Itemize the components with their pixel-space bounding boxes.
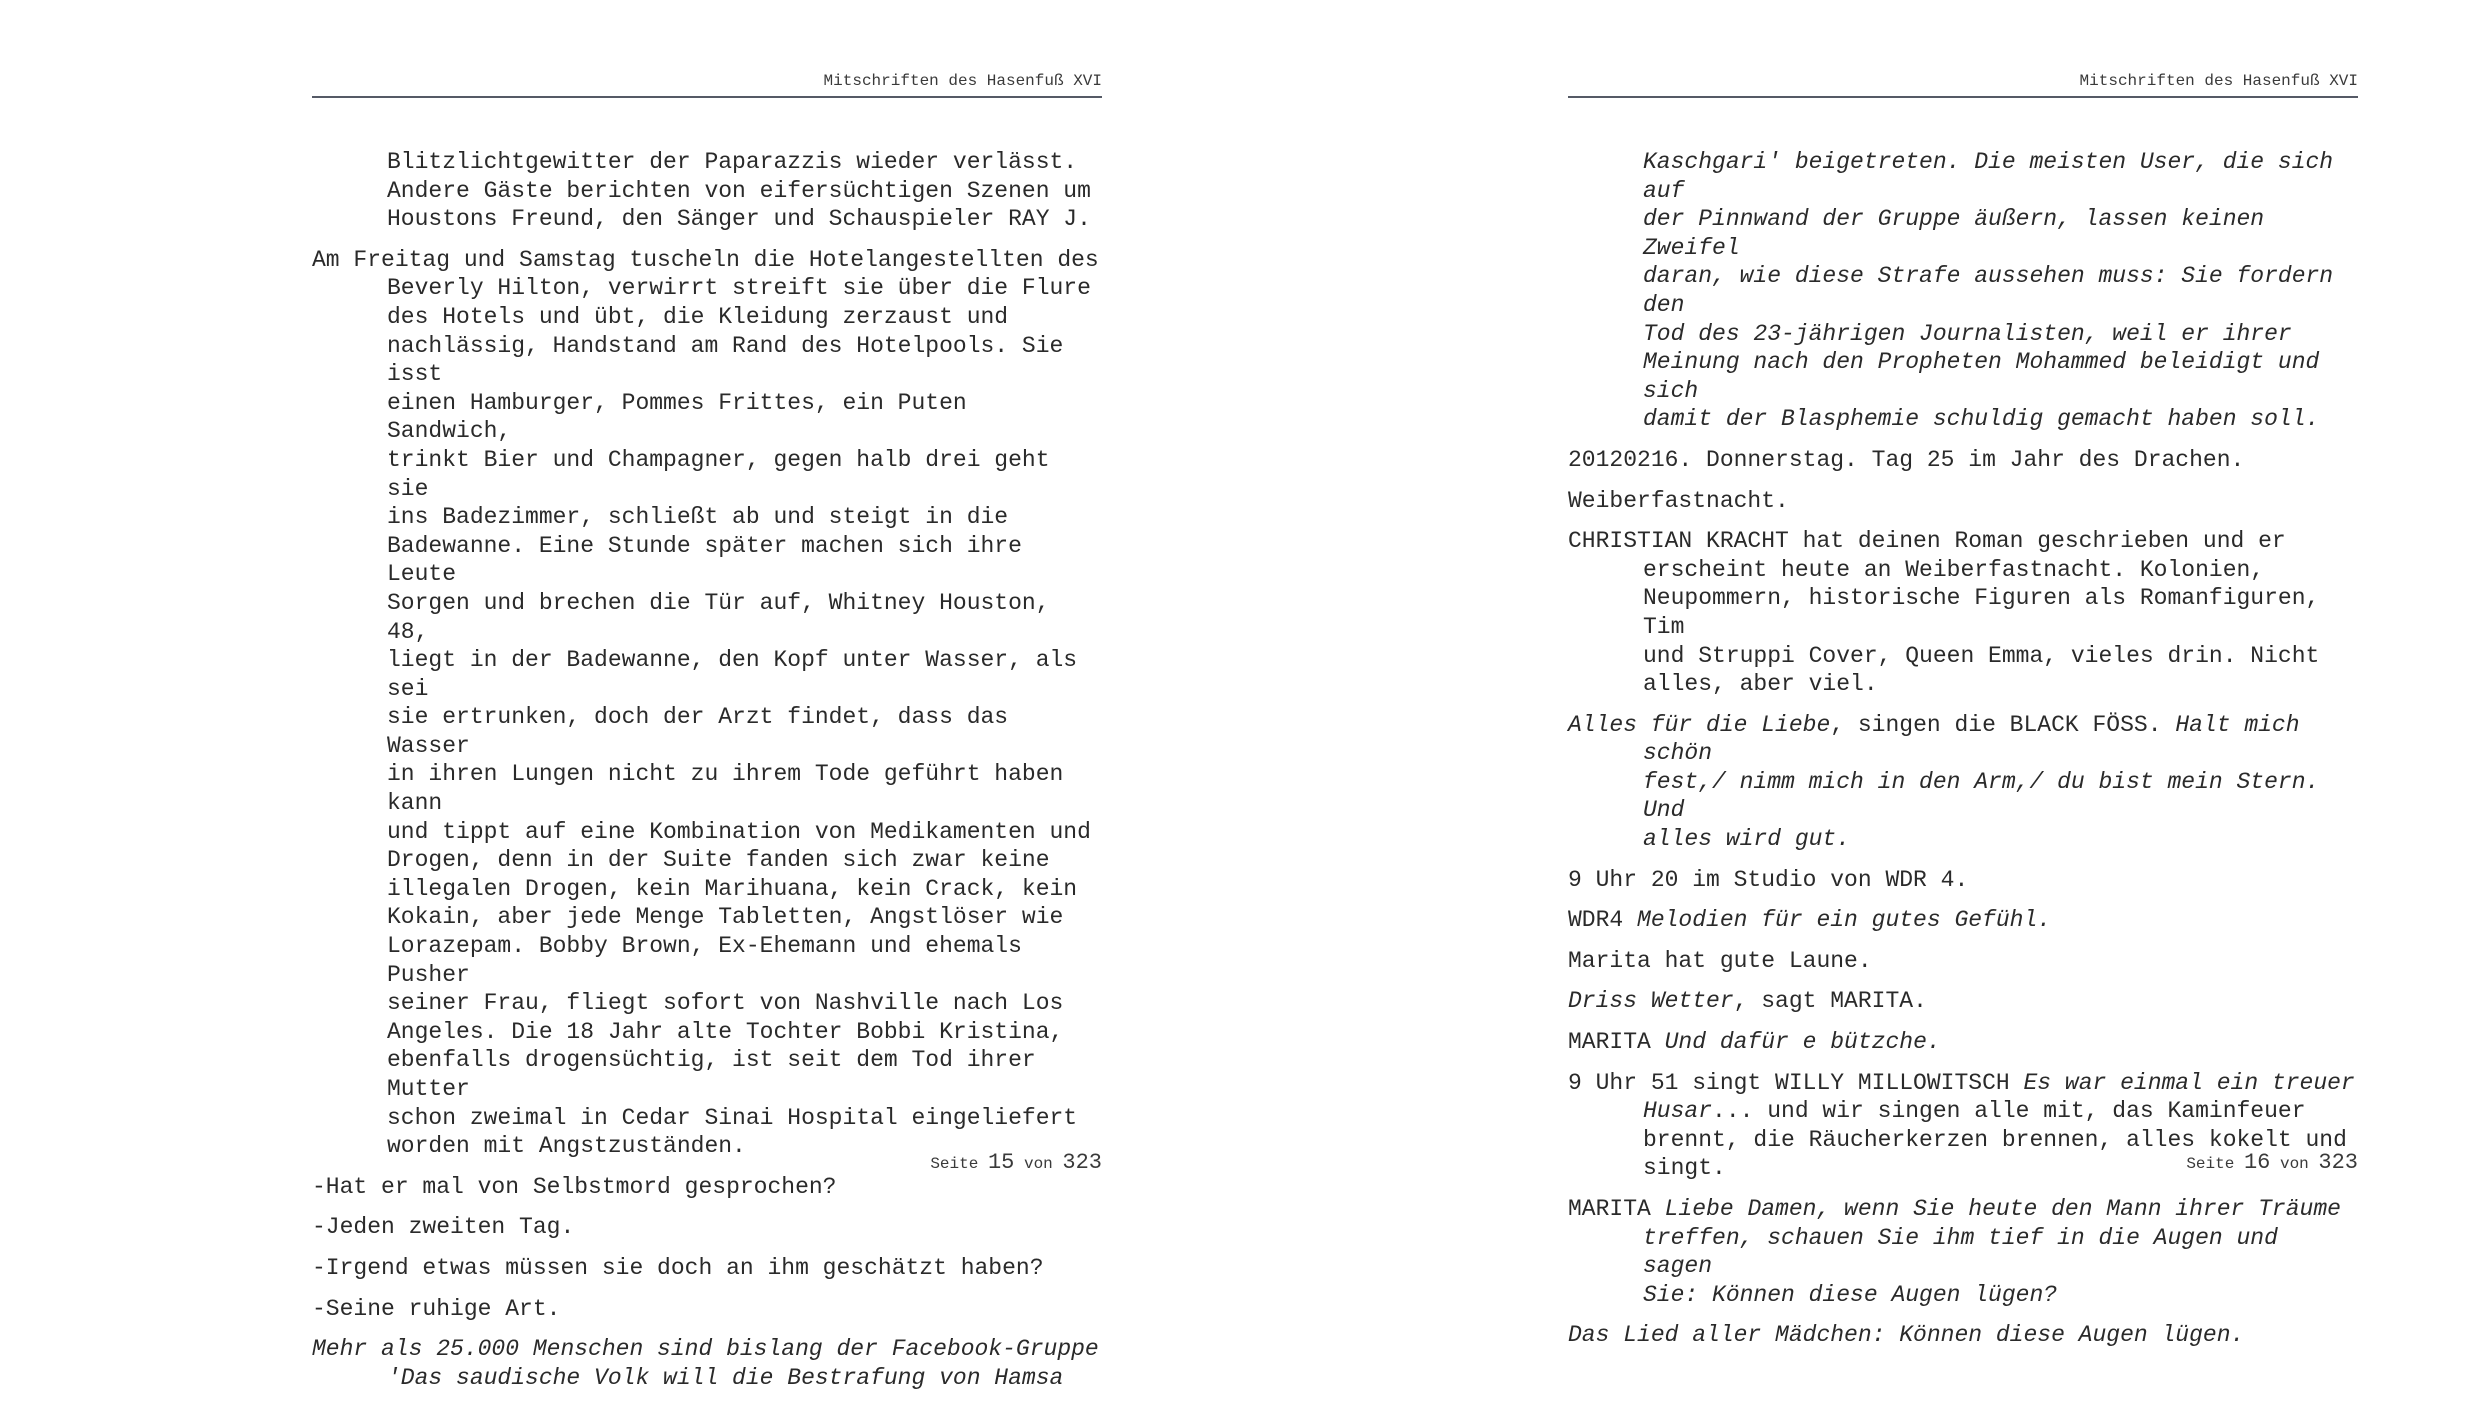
quote: Liebe Damen, wenn Sie heute den Mann ihrer Träume treffen, schauen Sie ihm tief in die Augen und sagen Sie: Können diese Augen lügen? xyxy=(1643,1196,2341,1308)
footer-seite: Seite xyxy=(2186,1155,2235,1173)
footer-von: von xyxy=(2279,1155,2309,1173)
header-rule xyxy=(1568,96,2358,98)
paragraph xyxy=(1568,1028,2358,1057)
dialogue-line: -Seine ruhige Art. xyxy=(312,1295,561,1322)
slogan: Melodien für ein gutes Gefühl. xyxy=(1637,907,2052,934)
paragraph: Mehr als 25.000 Menschen sind bislang der Facebook-Gruppe 'Das saudische Volk will die Bestrafung von Hamsa xyxy=(312,1336,1099,1391)
song-title: Es war einmal ein treuer Husar xyxy=(1643,1069,2355,1125)
paragraph xyxy=(1568,987,2358,1016)
page-number: 15 xyxy=(987,1150,1015,1175)
page-header: Mitschriften des Hasenfuß XVI xyxy=(823,72,1102,90)
page-total: 323 xyxy=(2318,1150,2358,1175)
page-footer xyxy=(1568,1150,2358,1175)
paragraph: Am Freitag und Samstag tuscheln die Hotelangestellten des Beverly Hilton, verwirrt streift sie über die Flure des Hotels und übt, die Kleidung zerzaust und nachlässig, Handstand am Rand des Hotelpools. Sie isst einen Hamburger, Pommes Frittes, ein Puten Sandwich, trinkt Bier und Champagner, gegen halb drei geht sie ins Badezimmer, schließt ab und steigt in die Badewanne. Eine Stunde später machen sich ihre Leute Sorgen und brechen die Tür auf, Whitney Houston, 48, liegt in der Badewanne, den Kopf unter Wasser, als sei sie ertrunken, doch der Arzt findet, dass das Wasser in ihren Lungen nicht zu ihrem Tode geführt haben kann und tippt auf eine Kombination von Medikamenten und Drogen, denn in der Suite fanden sich zwar keine illegalen Drogen, kein Marihuana, kein Crack, kein Kokain, aber jede Menge Tabletten, Angstlöser wie Lorazepam. Bobby Brown, Ex-Ehemann und ehemals Pusher seiner Frau, fliegt sofort von Nashville nach Los Angeles. Die 18 Jahr alte Tochter Bobbi Kristina, ebenfalls drogensüchtig, ist seit dem Tod ihrer Mutter schon zweimal in Cedar Sinai Hospital eingeliefert worden mit Angstzuständen. xyxy=(312,246,1099,1160)
paragraph: CHRISTIAN KRACHT hat deinen Roman geschrieben und er erscheint heute an Weiberfastnacht. Kolonien, Neupommern, historische Figuren als Romanfiguren, Tim und Struppi Cover, Queen Emma, vieles drin. Nicht alles, aber viel. xyxy=(1568,528,2320,698)
speaker: MARITA xyxy=(1568,1029,1665,1056)
paragraph xyxy=(1568,1195,2358,1309)
paragraph: Kaschgari' beigetreten. Die meisten User, die sich auf der Pinnwand der Gruppe äußern, lassen keinen Zweifel daran, wie diese Strafe aussehen muss: Sie fordern den Tod des 23-jährigen Journalisten, weil er ihrer Meinung nach den Propheten Mohammed beleidigt und sich damit der Blasphemie schuldig gemacht haben soll. xyxy=(1643,149,2334,433)
page-number: 16 xyxy=(2243,1150,2271,1175)
paragraph: Blitzlichtgewitter der Paparazzis wieder verlässt. Andere Gäste berichten von eifersüchtigen Szenen um Houstons Freund, den Sänger und Schauspieler RAY J. xyxy=(387,149,1091,233)
right-page xyxy=(1568,0,2358,1349)
text-run: 9 Uhr 51 singt WILLY MILLOWITSCH xyxy=(1568,1069,2024,1096)
dialogue-line: -Irgend etwas müssen sie doch an ihm geschätzt haben? xyxy=(312,1254,1044,1281)
page-footer xyxy=(312,1150,1102,1175)
dialogue-line: -Hat er mal von Selbstmord gesprochen? xyxy=(312,1173,837,1200)
text-run: ... und wir singen alle mit, das Kaminfeuer brennt, die Räucherkerzen brennen, alles kokelt und singt. xyxy=(1643,1098,2347,1182)
text-run: WDR4 xyxy=(1568,907,1638,934)
footer-von: von xyxy=(1023,1155,1053,1173)
dialogue-line: -Jeden zweiten Tag. xyxy=(312,1214,575,1241)
quote: Und dafür e bützche. xyxy=(1664,1029,1941,1056)
song-lyrics: Halt mich schön fest,/ nimm mich in den Arm,/ du bist mein Stern. Und alles wird gut. xyxy=(1643,711,2320,853)
text-run: , sagt MARITA. xyxy=(1733,988,1927,1015)
page-header: Mitschriften des Hasenfuß XVI xyxy=(2079,72,2358,90)
quote: Driss Wetter xyxy=(1568,988,1734,1015)
paragraph: Marita hat gute Laune. xyxy=(1568,947,1872,974)
date-line: 20120216. Donnerstag. Tag 25 im Jahr des Drachen. xyxy=(1568,446,2245,473)
paragraph: Weiberfastnacht. xyxy=(1568,487,1789,514)
song-title: Alles für die Liebe xyxy=(1568,711,1831,738)
page-body xyxy=(1568,148,2358,1362)
paragraph xyxy=(1568,711,2358,854)
page-body xyxy=(312,148,1102,1404)
page-total: 323 xyxy=(1062,1150,1102,1175)
left-page xyxy=(312,0,1102,1391)
paragraph xyxy=(1568,906,2358,935)
paragraph: Das Lied aller Mädchen: Können diese Augen lügen. xyxy=(1568,1322,2245,1349)
paragraph: 9 Uhr 20 im Studio von WDR 4. xyxy=(1568,866,1969,893)
speaker: MARITA xyxy=(1568,1196,1665,1222)
text-run: , singen die BLACK FÖSS. xyxy=(1830,711,2176,738)
header-rule xyxy=(312,96,1102,98)
footer-seite: Seite xyxy=(930,1155,979,1173)
